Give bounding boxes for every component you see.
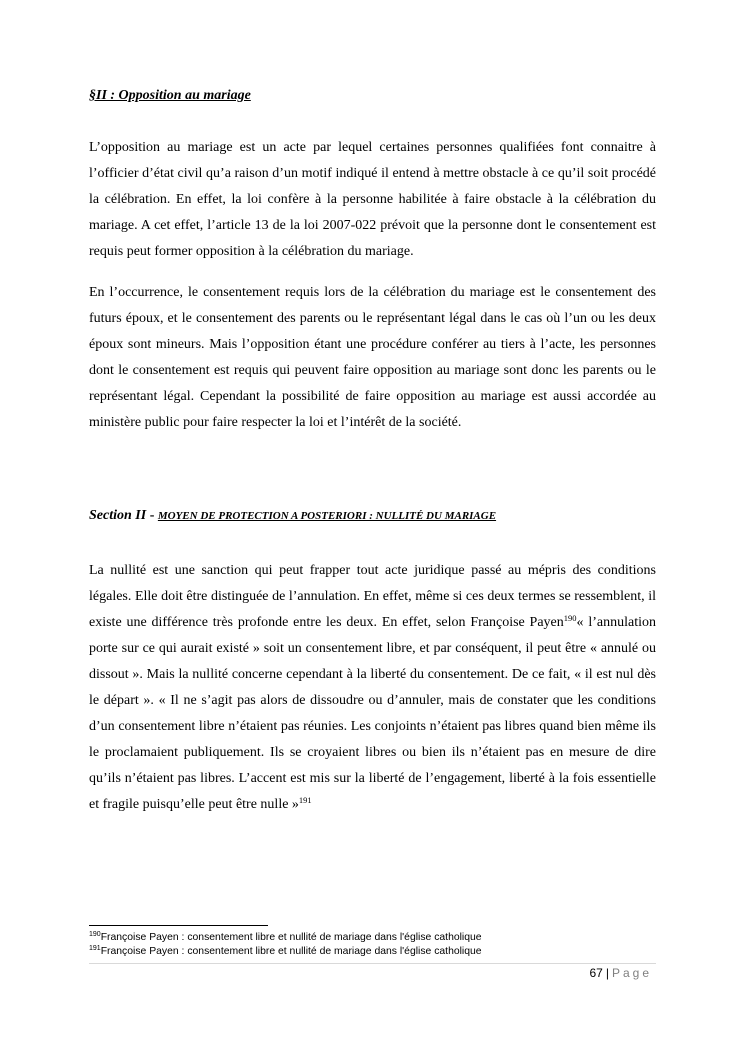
footnote-ref: 191 bbox=[298, 795, 312, 805]
section-title: MOYEN DE PROTECTION A POSTERIORI : NULLITÉ DU MARIAGE bbox=[157, 510, 497, 522]
footnote-text: Françoise Payen : consentement libre et nullité de mariage dans l'église catholique bbox=[100, 946, 482, 957]
footnotes bbox=[89, 931, 656, 959]
page-footer bbox=[589, 966, 652, 980]
paragraph bbox=[89, 558, 656, 818]
footnote bbox=[89, 945, 656, 959]
section-label: Section II bbox=[89, 508, 147, 523]
paragraph: L’opposition au mariage est un acte par lequel certaines personnes qualifiées font connaitre à l’officier d’état civil qu’a raison d’un motif indiqué il entend à mettre obstacle à ce qu’il soit procédé la célébration. En effet, la loi confère à la personne habilitée à faire obstacle à la célébration du mariage. A cet effet, l’article 13 de la loi 2007-022 prévoit que la personne dont le consentement est requis peut former opposition à la célébration du mariage. bbox=[89, 140, 656, 259]
subsection-heading: §II : Opposition au mariage bbox=[89, 88, 251, 103]
page-word: Page bbox=[611, 966, 652, 980]
footnote-number: 191 bbox=[89, 945, 101, 952]
footnote-ref: 190 bbox=[563, 613, 577, 623]
paragraph-text: « l’annulation porte sur ce qui aurait existé » soit un consentement libre, et par conséquent, il peut être « annulé ou dissout ». Mais la nullité concerne cependant à la liberté du consentement. De ce fait, « il est nul dès le départ ». « Il ne s’agit pas alors de dissoudre ou d’annuler, mais de constater que les conditions d’un consentement libre n’étaient pas réunies. Les conjoints n’étaient pas libres quand bien même ils le proclamaient publiquement. Ils se croyaient libres ou bien ils n’étaient pas en mesure de dire qu’ils n’étaient pas libres. L’accent est mis sur la liberté de l’engagement, liberté à la fois essentielle et fragile puisqu’elle peut être nulle » bbox=[89, 615, 656, 812]
footnote-text: Françoise Payen : consentement libre et nullité de mariage dans l'église catholique bbox=[100, 932, 482, 943]
footer-divider bbox=[89, 963, 656, 964]
paragraph-text: La nullité est une sanction qui peut frapper tout acte juridique passé au mépris des conditions légales. Elle doit être distinguée de l’annulation. En effet, même si ces deux termes se ressemblent, il existe une différence très profonde entre les deux. En effet, selon Françoise Payen bbox=[89, 563, 656, 630]
section-separator: - bbox=[146, 508, 158, 523]
footnote-separator bbox=[89, 925, 268, 926]
footnote-number: 190 bbox=[89, 931, 101, 938]
document-page bbox=[89, 0, 656, 1053]
page-number: 67 bbox=[589, 966, 603, 980]
section-heading bbox=[89, 508, 496, 524]
footnote bbox=[89, 931, 656, 945]
paragraph: En l’occurrence, le consentement requis lors de la célébration du mariage est le consentement des futurs époux, et le consentement des parents ou le représentant légal dans le cas où l’un ou les deux époux sont mineurs. Mais l’opposition étant une procédure conférer au tiers à l’acte, les personnes dont le consentement est requis qui peuvent faire opposition au mariage sont donc les parents ou le représentant légal. Cependant la possibilité de faire opposition au mariage est aussi accordée au ministère public pour faire respecter la loi et l’intérêt de la société. bbox=[89, 285, 656, 430]
footer-separator: | bbox=[605, 966, 609, 980]
